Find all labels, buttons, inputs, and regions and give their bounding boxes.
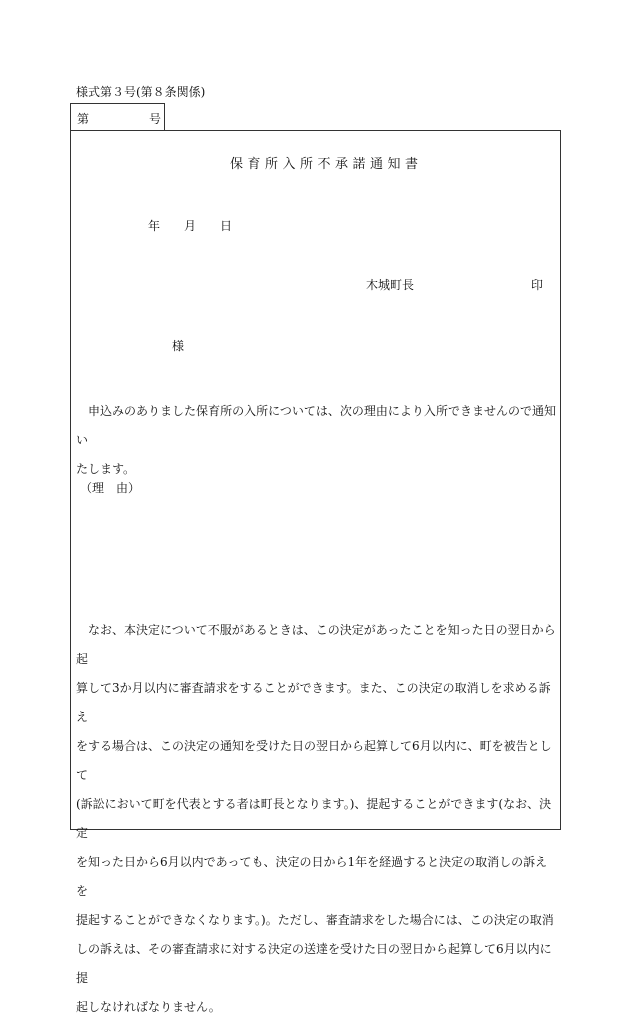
paragraph-line: 提起することができなくなります。)。ただし、審査請求をした場合には、この決定の取消	[76, 913, 554, 927]
paragraph-line: なお、本決定について不服があるときは、この決定があったことを知った日の翌日から起	[76, 623, 556, 666]
form-label: 様式第３号(第８条関係)	[76, 85, 206, 99]
paragraph-line: たします。	[76, 462, 136, 476]
paragraph-line: を知った日から6月以内であっても、決定の日から1年を経過すると決定の取消しの訴えを	[76, 855, 548, 898]
date-year: 年	[148, 219, 161, 233]
notice-paragraph	[76, 397, 556, 484]
recipient-suffix: 様	[172, 339, 185, 353]
issuer-name: 木城町長	[366, 278, 415, 292]
seal-mark: 印	[531, 278, 544, 292]
paragraph-line: 算して3か月以内に審査請求をすることができます。また、この決定の取消しを求める訴え	[76, 681, 551, 724]
reason-label: （理 由）	[80, 481, 141, 495]
appeal-paragraph	[76, 616, 556, 1022]
number-dai: 第	[77, 112, 90, 126]
paragraph-line: しの訴えは、その審査請求に対する決定の送達を受けた日の翌日から起算して6月以内に提	[76, 942, 552, 985]
date-month: 月	[184, 219, 197, 233]
document-title: 保育所入所不承諾通知書	[230, 157, 423, 172]
paragraph-line: 起しなければなりません。	[76, 1000, 221, 1014]
paragraph-line: (訴訟において町を代表とする者は町長となります。)、提起することができます(なお、決定	[76, 797, 552, 840]
date-day: 日	[220, 219, 233, 233]
paragraph-line: 申込みのありました保育所の入所については、次の理由により入所できませんので通知い	[76, 404, 556, 447]
number-box	[70, 103, 165, 131]
number-go: 号	[149, 112, 162, 126]
paragraph-line: をする場合は、この決定の通知を受けた日の翌日から起算して6月以内に、町を被告として	[76, 739, 552, 782]
